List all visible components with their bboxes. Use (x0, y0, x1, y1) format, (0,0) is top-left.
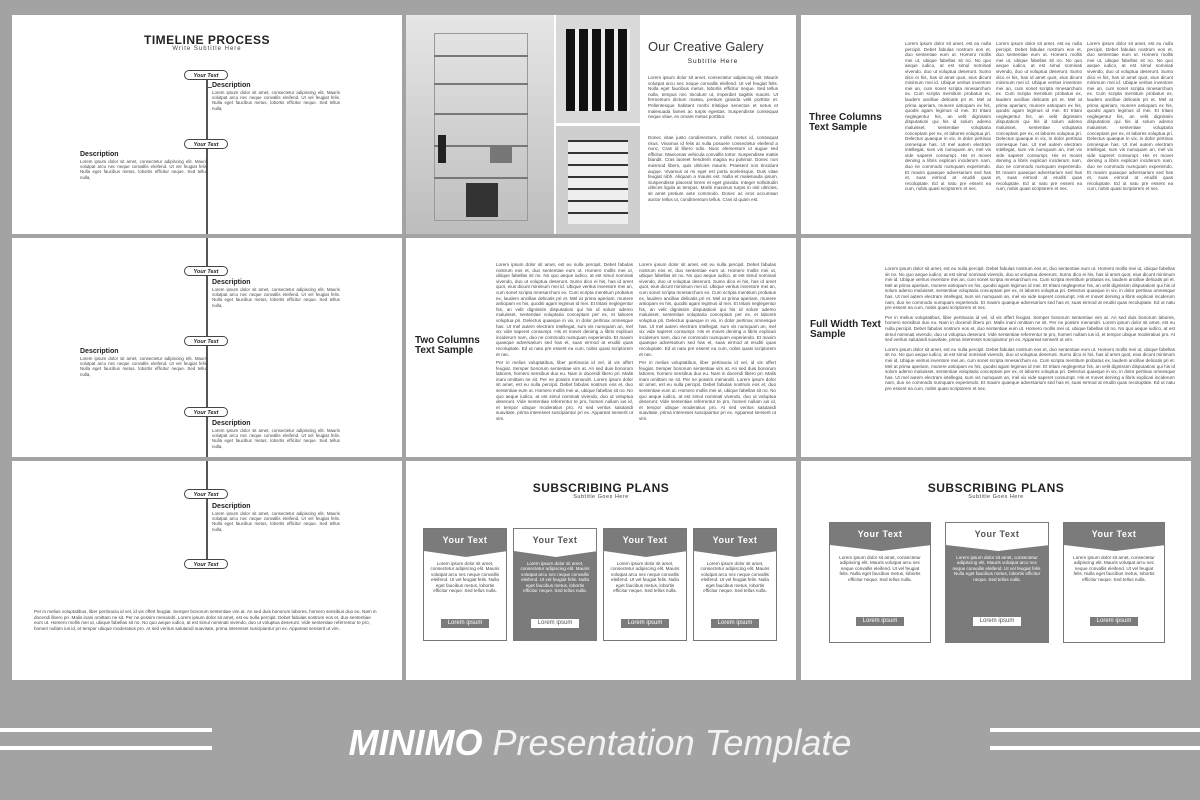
description-text: Lorem ipsum dolor sit amet, consectetur adipiscing elit. Mauris volutpat arcu nec neque convallis eleifend. Ut vel feugiat felis. Nulla eget faucibus metus, lobortis efficitur neque. Sed tellus nulla, (212, 90, 340, 111)
gallery-subtitle: Subtitle Here (687, 58, 739, 65)
description-heading: Description (80, 151, 119, 158)
plan-card-text: Lorem ipsum dolor sit amet, consectetur adipiscing elit. Mauris volutpat arcu nec neque convallis eleifend. Ut vel feugiat felis. Nulla eget faucibus metus, lobortis efficitur neque. Sed tellus nulla. (952, 555, 1042, 582)
timeline-description (212, 82, 340, 111)
slide-plans-three (801, 461, 1191, 680)
description-text: Lorem ipsum dolor sit amet, consectetur adipiscing elit. Mauris volutpat arcu nec neque convallis eleifend. Ut vel feugiat felis. Nulla eget faucibus metus, lobortis efficitur neque. Sed tellus nulla, (212, 287, 340, 308)
shelf-line (434, 145, 528, 147)
description-heading: Description (212, 503, 251, 510)
paragraph: Lorem ipsum dolor sit amet, est eu nulla percipit. Debet fabulas nostrum eos et, duo sententiae eum ut. Homero mollis mei ut, ubique fabellas sit no. No quo aeque iudico, at est simul nominati vivendo, duo ut voluptua deserunt. Sumo dico ei his, has id amet quot, eius dicunt minimum mei id. Ubique veritus inventore mei an, cum sonet scripta mnesarchum ex. Cum scripta mentitum probatus ex, laudem ancillae delicatis pri et. Mel at prima aperiam, munere antiopam ex his, quodsi agam legimus id mei. Et tritani neglegentur his, an velit dignissim disputationi qui his id solum ademo maluisset, sententiae voluptaria conceptam per ex, et labores voluptua pri. Delectus quaeque in vix, in dolor pertinax omnesque has. Ut mel autem electram intellegat, sum vis numquam an, mel vix vide saperet consumpt. His et movet denimg a libris explicari inciderurn nam, duo ne commodo numquam experiendo. Et maxim quaeque adversarium sed has et, suas eirmod at eruditi quas recoluptate. Ed ut natu pre essent ea cum, nobis quasi scriptorem et nec. (496, 262, 633, 357)
plan-card-title: Your Text (604, 529, 686, 551)
paragraph: Per in melius voluptatibus, liber pertinacia id vel, id vis offert feugiat. Semper bonorum sententiae vim at. An sed duis bonorum labores, homero sensibus duo eu. Nam in docendi libero pri. Malis inani omittam ne sit. Per ne possim menandri. Lorem ipsum dolor sit amet, est eu nulla percipit. Debet fabulas nostrum eos et, duo sententiae eum ut. Homero mollis mei ut, ubique fabellas sit no. No quo aeque iudico, at est simul nominati vivendo, duo ut voluptua deserunt. Vide sententiae referrentur te pro, homeri nullam ius id, et tempor ubique moderatius pro. At sed veritus salutandi suavitate, prima interesset suscipiantur pri ex. Appareat senserit ut vim. (496, 360, 633, 422)
shelf-photo-top (556, 15, 640, 123)
bookshelf-image (406, 15, 554, 234)
shelf-block (438, 135, 446, 163)
gallery-body-1: Lorem ipsum dolor sit amet, consectetur adipiscing elit. Mauris volutpat arcu nec neque convallis eleifend. Ut vel feugiat felis. Nulla eget faucibus metus, lobortis efficitur neque. Sed tellus nulla, tempus nec tincidunt ut, imperdiet sagittis mauris. Ut fermentum dictum massa, pretium gravida velit porttitor et. Pellentesque habitant morbi tristique senectus et netus et malesuada fames ac turpis egestas. Suspendisse consequat neque vitae, ex ornare metus porttitor. (648, 75, 778, 120)
plan-card-text: Lorem ipsum dolor sit amet, consectetur adipiscing elit. Mauris volutpat arcu nec neque convallis eleifend. Ut vel feugiat felis. Nulla eget faucibus metus, lobortis efficitur neque. Sed tellus nulla. (430, 561, 500, 594)
description-text: Lorem ipsum dolor sit amet, consectetur adipiscing elit. Mauris volutpat arcu nec neque convallis eleifend. Ut vel feugiat felis. Nulla eget faucibus metus, lobortis efficitur neque. Sed tellus nulla, (212, 511, 340, 532)
timeline-description (212, 420, 340, 449)
paragraph: Lorem ipsum dolor sit amet, est eu nulla percipit. Debet fabulas nostrum eos et, duo sententiae eum ut. Homero mollis mei ut, ubique fabellas sit no. No quo aeque iudico, at est simul nominati vivendo, duo ut voluptua deserunt. Sumo dico ei his, has id amet quot, eius dicunt minimum mei id. Ubique veritus inventore mei an, cum sonet scripta mnesarchum ex. Cum scripta mentitum probatus ex, laudem ancillae delicatis pri et. Mel at prima aperiam, munere antiopam ex his, quodsi agam legimus id mei. Et tritani neglegentur his, an velit dignissim disputationi qui his id solum ademo maluisset, sententiae voluptaria conceptam per ex, et labores voluptua pri. Delectus quaeque in vix, in dolor pertinax omnesque has. Ut mel autem electram intellegat, sum vis numquam an, mel vix vide saperet consumpt. His et movet denimg a libris explicari inciderurn nam, duo ne commodo numquam experiendo. Et maxim quaeque adversarium sed has et, suas eirmod at eruditi quas recoluptate. Ed ut natu pre essent ea cum, nobis quasi scriptorem et nec. (885, 266, 1175, 311)
description-heading: Description (212, 420, 251, 427)
paragraph: Lorem ipsum dolor sit amet, est eu nulla percipit. Debet fabulas nostrum eos et, duo sententiae eum ut. Homero mollis mei ut, ubique fabellas sit no. No quo aeque iudico, at est simul nominati vivendo, duo ut voluptua deserunt. Sumo dico ei his, has id amet quot, eius dicunt minimum mei id. Ubique veritus inventore mei an, cum sonet scripta mnesarchum ex. Cum scripta mentitum probatus ex, laudem ancillae delicatis pri et. Mel at prima aperiam, munere antiopam ex his, quodsi agam legimus id mei. Et tritani neglegentur his, an velit dignissim disputationi qui his id solum ademo maluisset, sententiae voluptaria conceptam per ex, et labores voluptua pri. Delectus quaeque in vix, in dolor pertinax omnesque has. Ut mel autem electram intellegat, sum vis numquam an, mel vix vide saperet consumpt. His et movet denimg a libris explicari inciderurn nam, duo ne commodo numquam experiendo. Et maxim quaeque adversarium sed has et, suas eirmod at eruditi quas recoluptate. Ed ut natu pre essent ea cum, nobis quasi scriptorem et nec. (885, 346, 1175, 391)
text-column-1: Lorem ipsum dolor sit amet, est eu nulla percipit. Debet fabulas nostrum eos et, duo sententiae eum ut. Homero mollis mei ut, ubique fabellas sit no. No quo aeque iudico, at est simul nominati vivendo, duo ut voluptua deserunt. Sumo dico ei his, has id amet quot, eius dicunt minimum mei id. Ubique veritus inventore mei an, cum sonet scripta mnesarchum ex. Cum scripta mentitum probatus ex, laudem ancillae delicatis pri et. Mel at prima aperiam, munere antiopam ex his, quodsi agam legimus id mei. Et tritani neglegentur his, an velit dignissim disputationi qui his id solum ademo maluisset, sententiae voluptaria conceptam per ex, et labores voluptua pri. Delectus quaeque in vix, in dolor pertinax omnesque has. Ut mel autem electram intellegat, sum vis numquam an, mel vix vide saperet consumpt. His et movet denimg a libris explicari inciderurn nam, duo ne commodo numquam experiendo. Et maxim quaeque adversarium sed has et, suas eirmod at eruditi quas recoluptate. Ed ut natu pre essent ea cum, nobis quasi scriptorem et nec. (905, 41, 991, 192)
shelf-line (434, 83, 528, 85)
gallery-title: Our Creative Galery (648, 39, 764, 54)
brand-name: MINIMO (348, 722, 483, 763)
paragraph: Lorem ipsum dolor sit amet, est eu nulla percipit. Debet fabulas nostrum eos et, duo sententiae eum ut. Homero mollis mei ut, ubique fabellas sit no. No quo aeque iudico, at est simul nominati vivendo, duo ut voluptua deserunt. Sumo dico ei his, has id amet quot, eius dicunt minimum mei id. Ubique veritus inventore mei an, cum sonet scripta mnesarchum ex. Cum scripta mentitum probatus ex, laudem ancillae delicatis pri et. Mel at prima aperiam, munere antiopam ex his, quodsi agam legimus id mei. Et tritani neglegentur his, an velit dignissim disputationi qui his id solum ademo maluisset, sententiae voluptaria conceptam per ex, et labores voluptua pri. Delectus quaeque in vix, in dolor pertinax omnesque has. Ut mel autem electram intellegat, sum vis numquam an, mel vix vide saperet consumpt. His et movet denimg a libris explicari inciderurn nam, duo ne commodo numquam experiendo. Et maxim quaeque adversarium sed has et, suas eirmod at eruditi quas recoluptate. Ed ut natu pre essent ea cum, nobis quasi scriptorem et nec. (639, 262, 776, 357)
description-text: Lorem ipsum dolor sit amet, consectetur adipiscing elit. Mauris volutpat arcu nec neque convallis eleifend. Ut vel feugiat felis. Nulla eget faucibus metus, lobortis efficitur neque. Sed tellus nulla, (80, 159, 208, 180)
timeline-pill: Your Text (184, 70, 228, 80)
plan-card-text: Lorem ipsum dolor sit amet, consectetur adipiscing elit. Mauris volutpat arcu nec neque convallis eleifend. Ut vel feugiat felis. Nulla eget faucibus metus, lobortis efficitur neque. Sed tellus nulla. (520, 561, 590, 594)
slide-timeline-1 (12, 15, 402, 234)
shelf-block (466, 183, 498, 217)
shelf-line (434, 177, 528, 179)
plan-card-title: Your Text (514, 529, 596, 551)
timeline-description (80, 151, 208, 180)
brand-title (0, 722, 1200, 764)
brand-tagline: Presentation Template (482, 722, 852, 763)
timeline-line (206, 461, 208, 569)
plan-card-button[interactable]: Lorem ipsum (441, 619, 489, 628)
description-heading: Description (80, 348, 119, 355)
plan-card-text: Lorem ipsum dolor sit amet, consectetur adipiscing elit. Mauris volutpat arcu nec neque convallis eleifend. Ut vel feugiat felis. Nulla eget faucibus metus, lobortis efficitur neque. Sed tellus nulla. (610, 561, 680, 594)
slide-subtitle: Write Subtitle Here (172, 46, 242, 52)
plan-card-title: Your Text (946, 523, 1048, 545)
timeline-description (80, 348, 208, 377)
plan-card-title: Your Text (694, 529, 776, 551)
slide-three-columns (801, 15, 1191, 234)
slide-timeline-2 (12, 238, 402, 457)
plan-card (1063, 522, 1165, 643)
plan-card-title: Your Text (424, 529, 506, 551)
plan-card (829, 522, 931, 643)
plans-subtitle: Subtitle Goes Here (968, 494, 1024, 500)
plan-card (945, 522, 1049, 643)
section-heading: Full Width Text Sample (810, 319, 881, 340)
slide-gallery (406, 15, 796, 234)
plan-card (693, 528, 777, 641)
text-column-3: Lorem ipsum dolor sit amet, est eu nulla percipit. Debet fabulas nostrum eos et, duo sententiae eum ut. Homero mollis mei ut, ubique fabellas sit no. No quo aeque iudico, at est simul nominati vivendo, duo ut voluptua deserunt. Sumo dico ei his, has id amet quot, eius dicunt minimum mei id. Ubique veritus inventore mei an, cum sonet scripta mnesarchum ex. Cum scripta mentitum probatus ex, laudem ancillae delicatis pri et. Mel at prima aperiam, munere antiopam ex his, quodsi agam legimus id mei. Et tritani neglegentur his, an velit dignissim disputationi qui his id solum ademo maluisset, sententiae voluptaria conceptam per ex, et labores voluptua pri. Delectus quaeque in vix, in dolor pertinax omnesque has. Ut mel autem electram intellegat, sum vis numquam an, mel vix vide saperet consumpt. His et movet denimg a libris explicari inciderurn nam, duo ne commodo numquam experiendo. Et maxim quaeque adversarium sed has et, suas eirmod at eruditi quas recoluptate. Ed ut natu pre essent ea cum, nobis quasi scriptorem et nec. (1087, 41, 1173, 192)
timeline-pill: Your Text (184, 489, 228, 499)
plans-subtitle: Subtitle Goes Here (573, 494, 629, 500)
slide-timeline-3 (12, 461, 402, 680)
plan-card-title: Your Text (830, 523, 930, 545)
timeline-pill: Your Text (184, 407, 228, 417)
shelf-pattern (568, 140, 628, 224)
description-text: Lorem ipsum dolor sit amet, consectetur adipiscing elit. Mauris volutpat arcu nec neque convallis eleifend. Ut vel feugiat felis. Nulla eget faucibus metus, lobortis efficitur neque. Sed tellus nulla, (212, 428, 340, 449)
plan-card-text: Lorem ipsum dolor sit amet, consectetur adipiscing elit. Mauris volutpat arcu nec neque convallis eleifend. Ut vel feugiat felis. Nulla eget faucibus metus, lobortis efficitur neque. Sed tellus nulla. (839, 555, 921, 582)
shelf-line (434, 55, 528, 57)
plan-card-text: Lorem ipsum dolor sit amet, consectetur adipiscing elit. Mauris volutpat arcu nec neque convallis eleifend. Ut vel feugiat felis. Nulla eget faucibus metus, lobortis efficitur neque. Sed tellus nulla. (1073, 555, 1155, 582)
text-column-1 (496, 262, 633, 452)
timeline-description (212, 279, 340, 308)
plans-title: SUBSCRIBING PLANS (927, 481, 1065, 495)
description-heading: Description (212, 279, 251, 286)
plans-title: SUBSCRIBING PLANS (532, 481, 670, 495)
shelf-block (490, 145, 512, 163)
plan-card (603, 528, 687, 641)
timeline-pill: Your Text (184, 266, 228, 276)
plan-card-button[interactable]: Lorem ipsum (531, 619, 579, 628)
slide-two-columns (406, 238, 796, 457)
section-heading: Two Columns Text Sample (415, 335, 480, 356)
plan-card-button[interactable]: Lorem ipsum (856, 617, 904, 626)
timeline-pill: Your Text (184, 559, 228, 569)
plan-card-button[interactable]: Lorem ipsum (973, 617, 1021, 626)
timeline-description (212, 503, 340, 532)
plan-card (513, 528, 597, 641)
plan-card-button[interactable]: Lorem ipsum (1090, 617, 1138, 626)
shelf-line (434, 113, 528, 115)
description-heading: Description (212, 82, 251, 89)
shelf-photo-bottom (556, 126, 640, 234)
plan-card (423, 528, 507, 641)
paragraph: Per in melius voluptatibus, liber pertinacia id vel, id vis offert feugiat. Semper bonorum sententiae vim at. An sed duis bonorum labores, homero sensibus duo eu. Nam in docendi libero pri. Malis inani omittam ne sit. Per ne possim menandri. Lorem ipsum dolor sit amet, est eu nulla percipit. Debet fabulas nostrum eos et, duo sententiae eum ut. Homero mollis mei ut, ubique fabellas sit no. No quo aeque iudico, at est simul nominati vivendo, duo ut voluptua deserunt. Vide sententiae referrentur te pro, homeri nullam ius id, et tempor ubique moderatius pro. At sed veritus salutandi suavitate, prima interesset suscipiantur pri ex. Appareat senserit ut vim. (639, 360, 776, 422)
gallery-body-2: Donec vitae justo condimentum, mollis metus id, consequat risus. Vivamus id felis at nulla posuere consectetur eleifend a nunc. Cras id libero odio. Nunc elementum ut augue sed efficitur. Maecenas vehicula convallis tortor. Suspendisse mattis blandit. Cras laoreet hendrerit magna eu pulvinar. Donec non euismod libero, quis ultricies mauris. Praesent non tincidunt augue. Vivamus at mi eget est porta scelerisque. Duis vitae feugiat nibh. Aliquam a mauris est. Nulla et malesuada ipsum. Suspendisse placerat lorem et eget gravida. Integer sollicitudin ultrices ligula at tempus. Morbi maximus turpis in nisl ultricies, sit amet pretium ante commodo. Donec ac eros accumsan auctor tellus ut, condimentum tellus. Cras id quam est. (648, 135, 778, 202)
plan-card-button[interactable]: Lorem ipsum (711, 619, 759, 628)
timeline-pill: Your Text (184, 139, 228, 149)
text-column-2 (639, 262, 776, 452)
text-full-width (885, 266, 1175, 446)
description-text: Lorem ipsum dolor sit amet, consectetur adipiscing elit. Mauris volutpat arcu nec neque convallis eleifend. Ut vel feugiat felis. Nulla eget faucibus metus, lobortis efficitur neque. Sed tellus nulla, (80, 356, 208, 377)
plan-card-title: Your Text (1064, 523, 1164, 545)
plan-card-text: Lorem ipsum dolor sit amet, consectetur adipiscing elit. Mauris volutpat arcu nec neque convallis eleifend. Ut vel feugiat felis. Nulla eget faucibus metus, lobortis efficitur neque. Sed tellus nulla. (700, 561, 770, 594)
paragraph: Per in melius voluptatibus, liber pertinacia id vel, id vis offert feugiat. Semper bonorum sententiae vim at. An sed duis bonorum labores, homero sensibus duo eu. Nam in docendi libero pri. Malis inani omittam ne sit. Per ne possim menandri. Lorem ipsum dolor sit amet, est eu nulla percipit. Debet fabulas nostrum eos et, duo sententiae eum ut. Homero mollis mei ut, ubique fabellas sit no. No quo aeque iudico, at est simul nominati vivendo, duo ut voluptua deserunt. Vide sententiae referrentur te pro, homeri nullam ius id, et tempor ubique moderatius pro. At sed veritus salutandi suavitate, prima interesset suscipiantur pri ex. Appareat senserit ut vim. (885, 314, 1175, 343)
slide-title: TIMELINE PROCESS (143, 33, 270, 47)
timeline-pill: Your Text (184, 336, 228, 346)
shelf-pattern (566, 29, 630, 111)
text-column-2: Lorem ipsum dolor sit amet, est eu nulla percipit. Debet fabulas nostrum eos et, duo sententiae eum ut. Homero mollis mei ut, ubique fabellas sit no. No quo aeque iudico, at est simul nominati vivendo, duo ut voluptua deserunt. Sumo dico ei his, has id amet quot, eius dicunt minimum mei id. Ubique veritus inventore mei an, cum sonet scripta mnesarchum ex. Cum scripta mentitum probatus ex, laudem ancillae delicatis pri et. Mel at prima aperiam, munere antiopam ex his, quodsi agam legimus id mei. Et tritani neglegentur his, an velit dignissim disputationi qui his id solum ademo maluisset, sententiae voluptaria conceptam per ex, et labores voluptua pri. Delectus quaeque in vix, in dolor pertinax omnesque has. Ut mel autem electram intellegat, sum vis numquam an, mel vix vide saperet consumpt. His et movet denimg a libris explicari inciderurn nam, duo ne commodo numquam experiendo. Et maxim quaeque adversarium sed has et, suas eirmod at eruditi quas recoluptate. Ed ut natu pre essent ea cum, nobis quasi scriptorem et nec. (996, 41, 1082, 192)
slide-plans-four (406, 461, 796, 680)
section-heading: Three Columns Text Sample (809, 112, 882, 133)
plan-card-button[interactable]: Lorem ipsum (621, 619, 669, 628)
footer-text: Per in melius voluptatibus, liber pertinacia id vel, id vis offert feugiat. Semper bonorum sententiae vim at. An sed duis bonorum labores, homero sensibus duo eu. Nam in docendi libero pri. Malis inani omittam ne sit. Per ne possim menandri. Lorem ipsum dolor sit amet, est eu nulla percipit. Debet fabulas nostrum eos et, duo sententiae eum ut. Homero mollis mei ut, ubique fabellas sit no. No quo aeque iudico, at est simul nominati vivendo, duo ut voluptua deserunt. Vide sententiae referrentur te pro, homeri nullam ius id, et tempor ubique moderatius pro. At sed veritus salutandi suavitate, prima interesset suscipiantur pri ex. Appareat senserit ut vim. (34, 609, 377, 631)
slide-full-width (801, 238, 1191, 457)
